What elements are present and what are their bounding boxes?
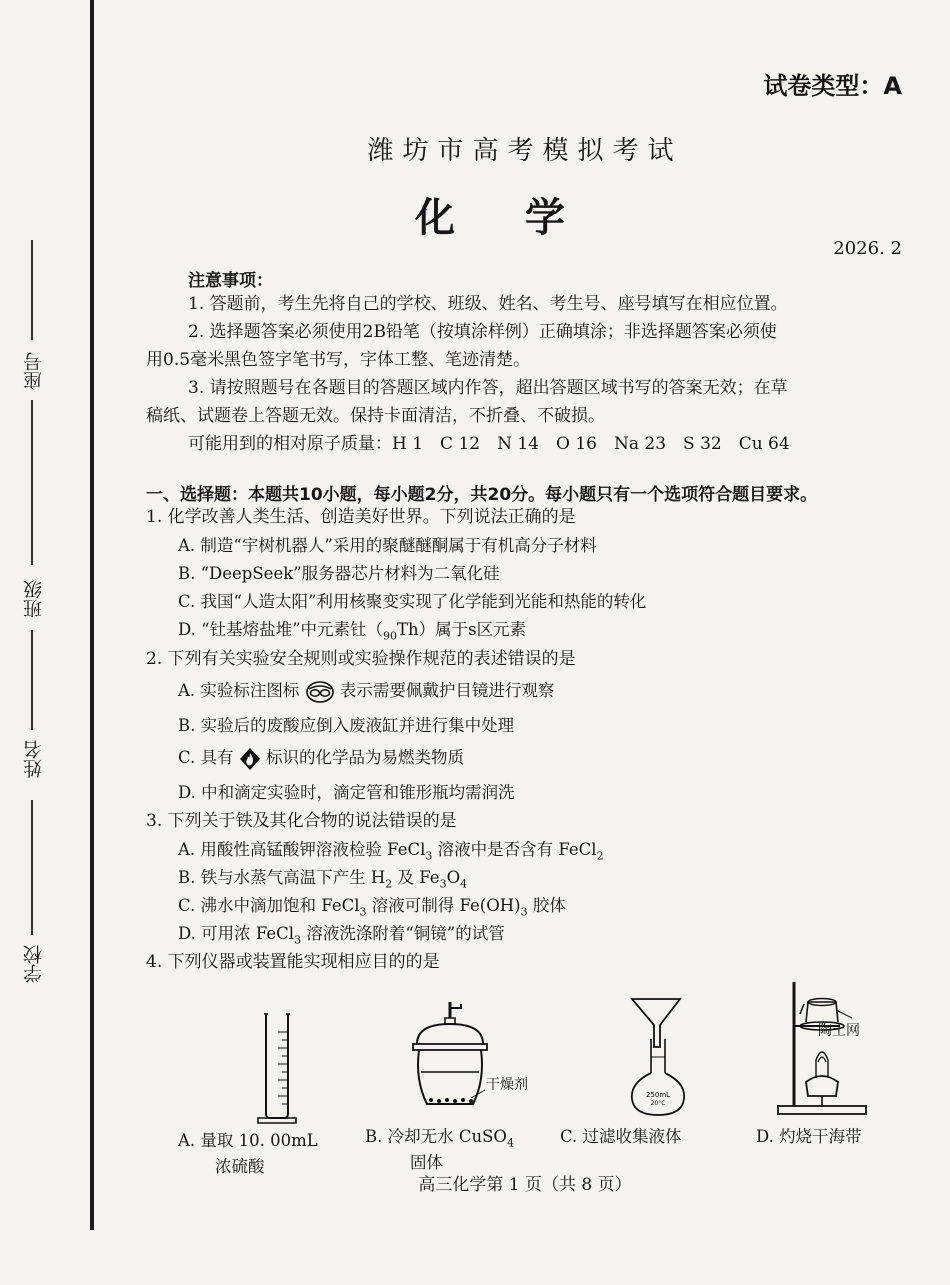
school-field-line[interactable] — [31, 800, 33, 935]
q4-option-c: C. 过滤收集液体 — [560, 1127, 682, 1146]
crucible-stand-figure — [770, 978, 880, 1118]
graduated-cylinder-figure — [238, 1010, 318, 1130]
notice-item-3: 3. 请按照题号在各题目的答题区域内作答，超出答题区域书写的答案无效；在草 — [188, 378, 788, 398]
q3-stem: 3. 下列关于铁及其化合物的说法错误的是 — [146, 811, 457, 831]
gauze-label: 陶土网 — [818, 1023, 860, 1039]
flask-volume-mark: 250mL — [645, 1091, 671, 1099]
section-1-title: 一、选择题：本题共10小题，每小题2分，共20分。每小题只有一个选项符合题目要求。 — [146, 485, 818, 505]
binding-line — [90, 0, 94, 1230]
q1-option-b: B. “DeepSeek”服务器芯片材料为二氧化硅 — [178, 564, 500, 583]
flammable-icon — [239, 747, 261, 771]
subject-title: 化学 — [415, 195, 635, 241]
q4-option-a-line1: A. 量取 10. 00mL — [178, 1131, 318, 1150]
atomic-masses: 可能用到的相对原子质量：H 1 C 12 N 14 O 16 Na 23 S 32 Cu 64 — [188, 434, 790, 454]
q2-stem: 2. 下列有关实验安全规则或实验操作规范的表述错误的是 — [146, 649, 576, 669]
q1-stem: 1. 化学改善人类生活、创造美好世界。下列说法正确的是 — [146, 507, 576, 527]
school-label: 学校 — [23, 945, 45, 983]
q4-option-b-line2: 固体 — [410, 1153, 443, 1172]
q4-option-d: D. 灼烧干海带 — [756, 1127, 862, 1146]
q1-option-d: D. “钍基熔盐堆”中元素钍$(_{90}Th)$属于s区元素 — [178, 620, 527, 643]
q3-option-c: C. 沸水中滴加饱和 FeCl$_3$ 溶液可制得 $Fe(OH)_3$ 胶体 — [178, 896, 566, 919]
q2-option-a: A. 实验标注图标 表示需要佩戴护目镜进行观察 — [178, 678, 554, 704]
seat-field-line[interactable] — [31, 240, 33, 340]
name-field-line[interactable] — [31, 630, 33, 730]
q2-option-c: C. 具有 标识的化学品为易燃类物质 — [178, 745, 464, 771]
q2-option-b: B. 实验后的废酸应倒入废液缸并进行集中处理 — [178, 716, 515, 735]
notice-title: 注意事项： — [188, 271, 273, 291]
q3-option-a: A. 用酸性高锰酸钾溶液检验 FeCl$_3$ 溶液中是否含有 FeCl$_2$ — [178, 840, 604, 863]
funnel-volumetric-flask-figure — [620, 995, 700, 1120]
notice-item-1: 1. 答题前，考生先将自己的学校、班级、姓名、考生号、座号填写在相应位置。 — [188, 294, 788, 314]
q4-option-a-line2: 浓硫酸 — [215, 1157, 265, 1176]
flask-temp-mark: 20°C — [650, 1100, 666, 1107]
paper-type: 试卷类型：A — [763, 72, 902, 100]
notice-item-2-cont: 用0.5毫米黑色签字笔书写，字体工整、笔迹清楚。 — [146, 350, 531, 370]
page-footer: 高三化学第 1 页（共 8 页） — [418, 1175, 632, 1195]
exam-date: 2026. 2 — [833, 238, 902, 259]
seat-label: 座号 — [23, 352, 45, 390]
name-label: 姓名 — [23, 740, 45, 778]
q3-option-d: D. 可用浓 FeCl$_3$ 溶液洗涤附着“铜镜”的试管 — [178, 924, 505, 947]
q2-option-d: D. 中和滴定实验时，滴定管和锥形瓶均需润洗 — [178, 783, 515, 802]
class-label: 班级 — [23, 580, 45, 618]
desiccator-figure — [405, 1000, 495, 1115]
exam-name: 潍坊市高考模拟考试 — [367, 136, 683, 166]
goggles-icon — [305, 680, 335, 704]
desiccant-label: 干燥剂 — [486, 1077, 528, 1093]
q3-option-b: B. 铁与水蒸气高温下产生 $H_2$ 及 $Fe_3O_4$ — [178, 868, 468, 891]
q1-option-a: A. 制造“宇树机器人”采用的聚醚醚酮属于有机高分子材料 — [178, 536, 597, 555]
notice-item-3-cont: 稿纸、试题卷上答题无效。保持卡面清洁，不折叠、不破损。 — [146, 406, 605, 426]
class-field-line[interactable] — [31, 400, 33, 565]
q4-option-b-line1: B. 冷却无水 CuSO$_4$ — [365, 1127, 514, 1150]
notice-item-2: 2. 选择题答案必须使用2B铅笔（按填涂样例）正确填涂；非选择题答案必须使 — [188, 322, 777, 342]
q4-stem: 4. 下列仪器或装置能实现相应目的的是 — [146, 952, 440, 972]
q1-option-c: C. 我国“人造太阳”利用核聚变实现了化学能到光能和热能的转化 — [178, 592, 647, 611]
